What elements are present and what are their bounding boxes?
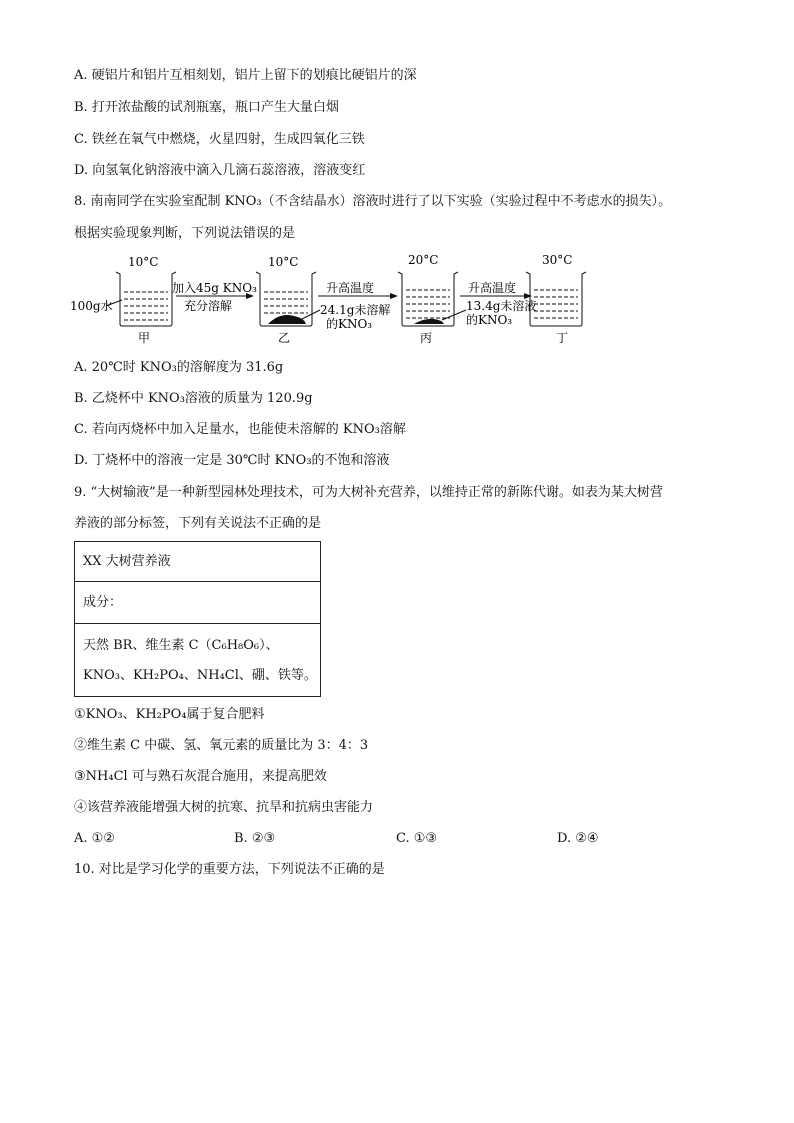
- step3-note-line1: 13.4g未溶液: [466, 299, 537, 313]
- q9-stem-line1: 9. “大树输液”是一种新型园林处理技术，可为大树补充营养，以维持正常的新陈代谢。如表为某大树营: [74, 485, 663, 500]
- q9-option-b: B. ②③: [234, 831, 276, 846]
- q7-option-d: D. 向氢氧化钠溶液中滴入几滴石蕊溶液，溶液变红: [74, 163, 366, 178]
- name-jia: 甲: [138, 331, 151, 345]
- label-ingredients-line1: 天然 BR、维生素 C（C₆H₈O₆）、: [83, 638, 279, 653]
- q9-statement-4: ④该营养液能增强大树的抗寒、抗旱和抗病虫害能力: [74, 800, 374, 815]
- nutrient-label-table: [74, 541, 321, 697]
- q8-option-c: C. 若向丙烧杯中加入足量水，也能使未溶解的 KNO₃溶解: [74, 422, 406, 437]
- q8-option-a: A. 20℃时 KNO₃的溶解度为 31.6g: [74, 360, 284, 375]
- q9-option-c: C. ①③: [396, 831, 438, 846]
- step3-top-label: 升高温度: [468, 281, 517, 295]
- step2-note-line1: 24.1g未溶解: [320, 303, 391, 317]
- q8-stem-line2: 根据实验现象判断，下列说法错误的是: [74, 226, 296, 241]
- beaker-jia: [106, 272, 176, 326]
- q8-option-b: B. 乙烧杯中 KNO₃溶液的质量为 120.9g: [74, 391, 313, 406]
- step1-top-label: 加入45g KNO₃: [172, 281, 257, 295]
- temp-yi: 10°C: [268, 255, 299, 269]
- step2-top-label: 升高温度: [326, 281, 375, 295]
- temp-bing: 20°C: [408, 253, 439, 267]
- beaker-bing: [398, 272, 458, 326]
- q9-option-a: A. ①②: [74, 831, 115, 846]
- label-ingredients-heading: 成分：: [75, 582, 320, 624]
- name-bing: 丙: [420, 331, 433, 345]
- water-label: 100g水: [70, 299, 113, 313]
- sediment-yi: [268, 315, 306, 324]
- q9-option-d: D. ②④: [557, 831, 599, 846]
- q9-stem-line2: 养液的部分标签，下列有关说法不正确的是: [74, 516, 322, 531]
- q8-stem-line1: 8. 南南同学在实验室配制 KNO₃（不含结晶水）溶液时进行了以下实验（实验过程中不考虑水的损失）。: [74, 194, 672, 209]
- q7-option-b: B. 打开浓盐酸的试剂瓶塞，瓶口产生大量白烟: [74, 100, 339, 115]
- label-ingredients: [75, 624, 320, 696]
- label-title: XX 大树营养液: [75, 542, 320, 582]
- temp-ding: 30°C: [542, 253, 573, 267]
- q10-stem: 10. 对比是学习化学的重要方法，下列说法不正确的是: [74, 862, 385, 877]
- step3-note-line2: 的KNO₃: [466, 313, 513, 327]
- temp-jia: 10°C: [128, 255, 159, 269]
- sediment-bing: [414, 319, 444, 324]
- q8-experiment-diagram: [68, 252, 588, 348]
- name-ding: 丁: [556, 331, 569, 345]
- label-ingredients-line2: KNO₃、KH₂PO₄、NH₄Cl、硼、铁等。: [83, 668, 317, 683]
- q8-option-d: D. 丁烧杯中的溶液一定是 30℃时 KNO₃的不饱和溶液: [74, 453, 390, 468]
- q9-statement-3: ③NH₄Cl 可与熟石灰混合施用，来提高肥效: [74, 769, 327, 784]
- q9-statement-2: ②维生素 C 中碳、氢、氧元素的质量比为 3：4：3: [74, 738, 369, 753]
- step2-note-line2: 的KNO₃: [326, 317, 373, 331]
- name-yi: 乙: [278, 331, 291, 345]
- q7-option-a: A. 硬铝片和铝片互相刻划，铝片上留下的划痕比硬铝片的深: [74, 68, 417, 83]
- q9-statement-1: ①KNO₃、KH₂PO₄属于复合肥料: [74, 707, 265, 722]
- step1-bottom-label: 充分溶解: [184, 299, 233, 313]
- q7-option-c: C. 铁丝在氧气中燃烧，火星四射，生成四氧化三铁: [74, 132, 365, 147]
